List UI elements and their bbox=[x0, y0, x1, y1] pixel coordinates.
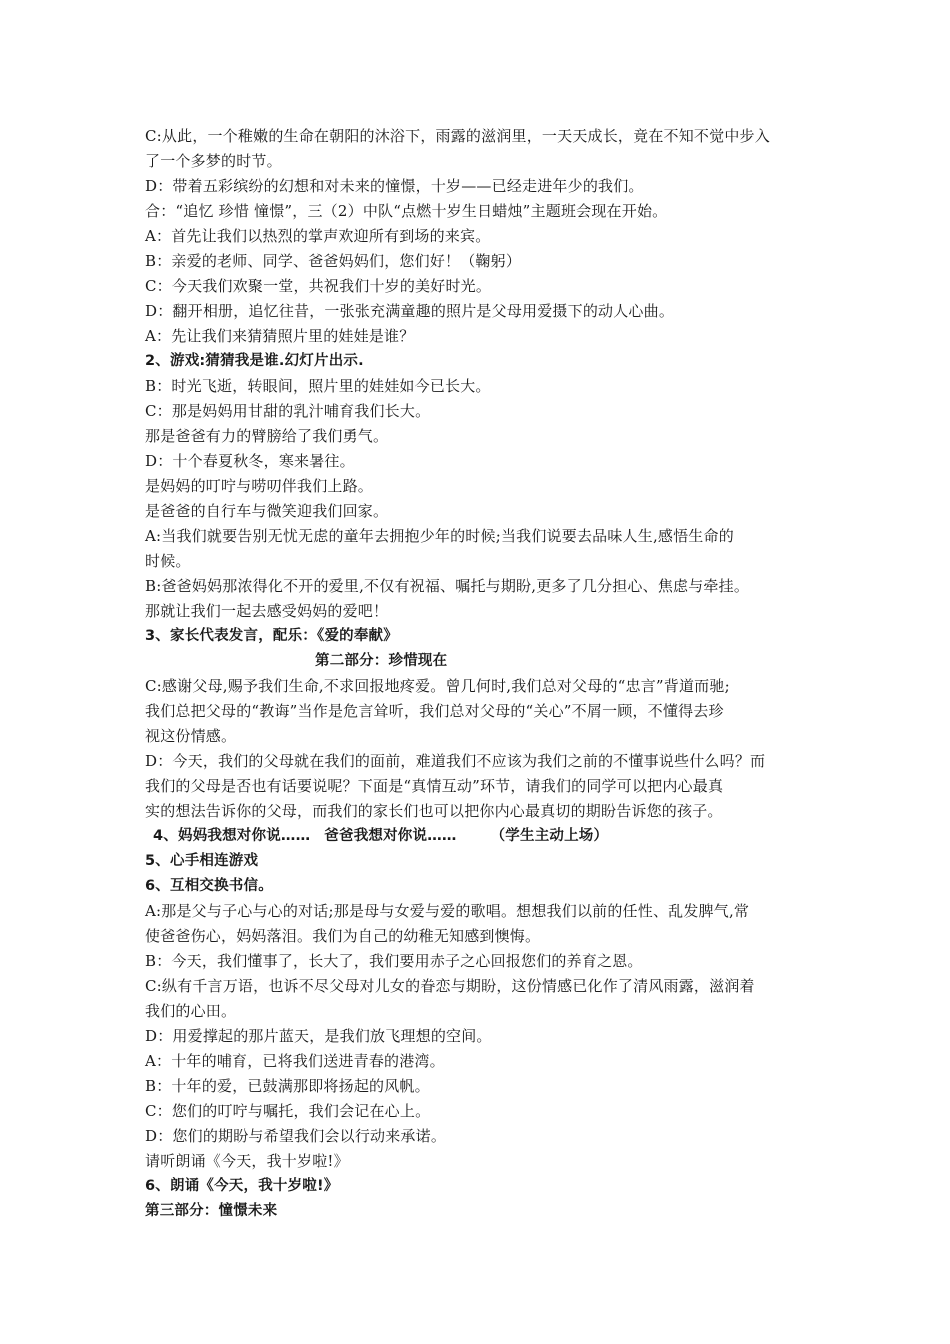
paragraph-line: 合：“追忆 珍惜 憧憬”，三（2）中队“点燃十岁生日蜡烛”主题班会现在开始。 bbox=[145, 202, 668, 220]
paragraph-line: D：用爱撑起的那片蓝天，是我们放飞理想的空间。 bbox=[145, 1027, 492, 1045]
paragraph-line: B:爸爸妈妈那浓得化不开的爱里,不仅有祝福、嘱托与期盼,更多了几分担心、焦虑与牵挂。 bbox=[145, 577, 750, 595]
section-heading: 6、互相交换书信。 bbox=[145, 878, 273, 894]
paragraph-line: D：今天，我们的父母就在我们的面前，难道我们不应该为我们之前的不懂事说些什么吗？而 bbox=[145, 752, 766, 770]
paragraph-line: C：您们的叮咛与嘱托，我们会记在心上。 bbox=[145, 1102, 431, 1120]
paragraph-line: A:当我们就要告别无忧无虑的童年去拥抱少年的时候;当我们说要去品味人生,感悟生命的 bbox=[145, 527, 734, 545]
paragraph-line: C:纵有千言万语，也诉不尽父母对儿女的眷恋与期盼，这份情感已化作了清风雨露，滋润着 bbox=[145, 977, 755, 995]
paragraph-line: 那就让我们一起去感受妈妈的爱吧！ bbox=[145, 602, 389, 620]
activity-mom: 4、妈妈我想对你说…… bbox=[153, 828, 311, 844]
paragraph-line: A:那是父与子心与心的对话;那是母与女爱与爱的歌唱。想想我们以前的任性、乱发脾气,常 bbox=[145, 902, 750, 920]
activity-dad: 爸爸我想对你说…… bbox=[324, 828, 457, 844]
section-heading: 6、朗诵《今天，我十岁啦!》 bbox=[145, 1178, 339, 1194]
part-title: 第三部分：憧憬未来 bbox=[145, 1203, 278, 1219]
paragraph-line: B：时光飞逝，转眼间，照片里的娃娃如今已长大。 bbox=[145, 377, 491, 395]
paragraph-line: B：今天，我们懂事了，长大了，我们要用赤子之心回报您们的养育之恩。 bbox=[145, 952, 643, 970]
paragraph-line: C：今天我们欢聚一堂，共祝我们十岁的美好时光。 bbox=[145, 277, 492, 295]
paragraph-line: 时候。 bbox=[145, 552, 191, 570]
document-page bbox=[145, 124, 815, 1224]
paragraph-line: 我们总把父母的“教诲”当作是危言耸听，我们总对父母的“关心”不屑一顾，不懂得去珍 bbox=[145, 702, 724, 720]
paragraph-line: 视这份情感。 bbox=[145, 727, 237, 745]
paragraph-line: 是妈妈的叮咛与唠叨伴我们上路。 bbox=[145, 477, 374, 495]
paragraph-line: D：翻开相册，追忆往昔，一张张充满童趣的照片是父母用爱摄下的动人心曲。 bbox=[145, 302, 675, 320]
paragraph-line: D：十个春夏秋冬，寒来暑往。 bbox=[145, 452, 355, 470]
paragraph-line: 是爸爸的自行车与微笑迎我们回家。 bbox=[145, 502, 389, 520]
paragraph-line: A：十年的哺育，已将我们送进青春的港湾。 bbox=[145, 1052, 445, 1070]
paragraph-line: 我们的心田。 bbox=[145, 1002, 237, 1020]
section-heading: 3、家长代表发言，配乐：《爱的奉献》 bbox=[145, 628, 398, 644]
activity-note: （学生主动上场） bbox=[490, 828, 609, 844]
part-title: 第二部分：珍惜现在 bbox=[315, 653, 448, 669]
paragraph-line: B：亲爱的老师、同学、爸爸妈妈们，您们好！（鞠躬） bbox=[145, 252, 522, 270]
paragraph-line: 那是爸爸有力的臂膀给了我们勇气。 bbox=[145, 427, 389, 445]
paragraph-line: B：十年的爱，已鼓满那即将扬起的风帆。 bbox=[145, 1077, 430, 1095]
paragraph-line: 请听朗诵《今天，我十岁啦!》 bbox=[145, 1152, 349, 1170]
section-heading: 5、心手相连游戏 bbox=[145, 853, 259, 869]
paragraph-line: 我们的父母是否也有话要说呢？下面是“真情互动”环节，请我们的同学可以把内心最真 bbox=[145, 777, 724, 795]
paragraph-line: C:从此，一个稚嫩的生命在朝阳的沐浴下，雨露的滋润里，一天天成长，竟在不知不觉中步入 bbox=[145, 127, 770, 145]
paragraph-line: C:感谢父母,赐予我们生命,不求回报地疼爱。曾几何时,我们总对父母的“忠言”背道而驰; bbox=[145, 677, 730, 695]
paragraph-line: 了一个多梦的时节。 bbox=[145, 152, 282, 170]
paragraph-line: A：首先让我们以热烈的掌声欢迎所有到场的来宾。 bbox=[145, 227, 491, 245]
section-heading: 2、游戏:猜猜我是谁.幻灯片出示. bbox=[145, 353, 364, 369]
paragraph-line: D：带着五彩缤纷的幻想和对未来的憧憬，十岁——已经走进年少的我们。 bbox=[145, 177, 644, 195]
paragraph-line: D：您们的期盼与希望我们会以行动来承诺。 bbox=[145, 1127, 447, 1145]
paragraph-line: 使爸爸伤心，妈妈落泪。我们为自己的幼稚无知感到懊悔。 bbox=[145, 927, 541, 945]
activity-line bbox=[145, 824, 815, 849]
paragraph-line: A：先让我们来猜猜照片里的娃娃是谁？ bbox=[145, 327, 415, 345]
paragraph-line: C：那是妈妈用甘甜的乳汁哺育我们长大。 bbox=[145, 402, 431, 420]
paragraph-line: 实的想法告诉你的父母，而我们的家长们也可以把你内心最真切的期盼告诉您的孩子。 bbox=[145, 802, 723, 820]
